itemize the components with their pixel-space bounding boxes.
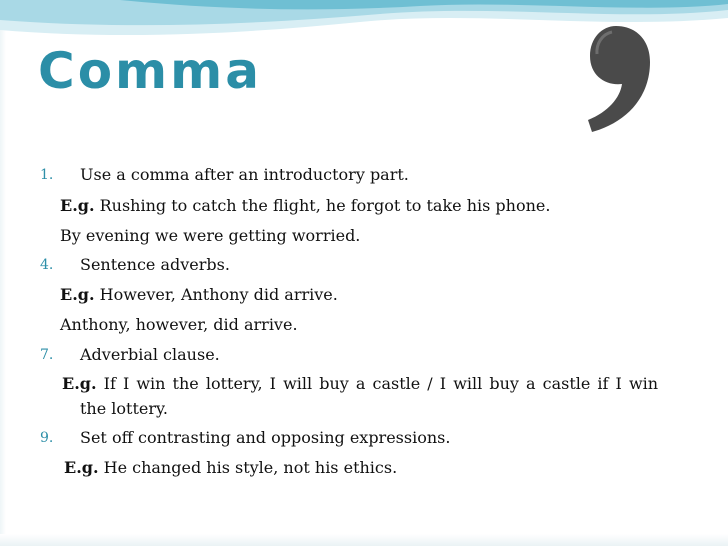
list-item: Set off contrasting and opposing expressions. <box>80 428 451 447</box>
list-item: Sentence adverbs. <box>80 255 230 274</box>
example-label: E.g. <box>62 374 97 393</box>
example-line <box>64 458 397 478</box>
example-line <box>62 374 658 394</box>
list-item: Use a comma after an introductory part. <box>80 165 409 184</box>
example-line <box>60 196 550 216</box>
example-label: E.g. <box>64 458 99 477</box>
example-line: the lottery. <box>80 399 169 418</box>
example-label: E.g. <box>60 285 95 304</box>
list-number: 9. <box>40 430 54 446</box>
example-line: By evening we were getting worried. <box>60 226 361 245</box>
example-line <box>60 285 338 305</box>
example-label: E.g. <box>60 196 95 215</box>
example-text: However, Anthony did arrive. <box>94 285 338 304</box>
example-text: Rushing to catch the flight, he forgot to take his phone. <box>94 196 551 215</box>
example-line: Anthony, however, did arrive. <box>60 315 298 334</box>
list-number: 7. <box>40 347 54 363</box>
slide-title: Comma <box>38 42 262 100</box>
example-text: He changed his style, not his ethics. <box>98 458 398 477</box>
list-number: 4. <box>40 257 54 273</box>
bottom-band <box>0 534 728 546</box>
list-number: 1. <box>40 167 54 183</box>
list-item: Adverbial clause. <box>80 345 220 364</box>
example-text: If I win the lottery, I will buy a castle / I will buy a castle if I win <box>96 374 659 393</box>
